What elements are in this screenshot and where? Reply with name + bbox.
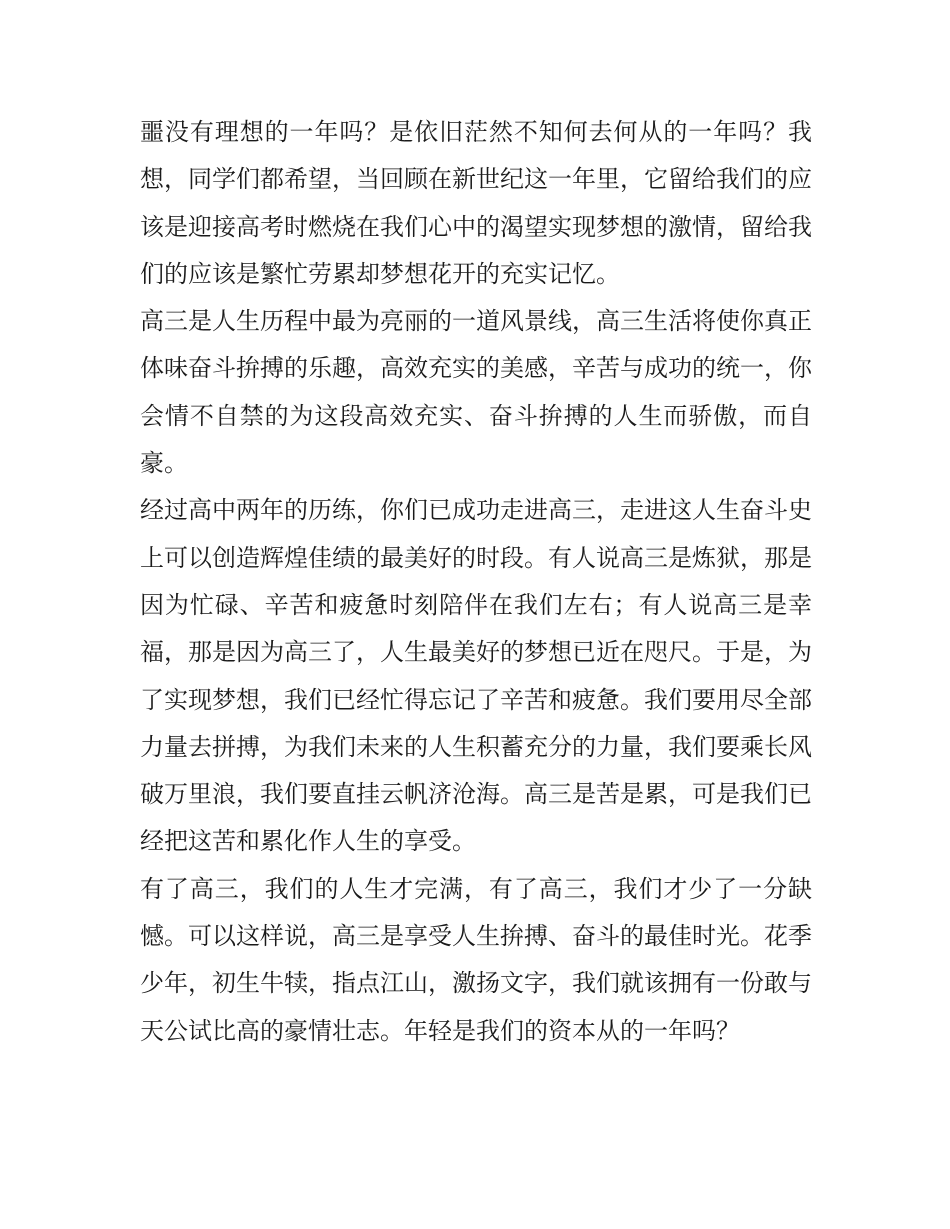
paragraph-1: 噩没有理想的一年吗？是依旧茫然不知何去何从的一年吗？我想，同学们都希望，当回顾在新世纪这一年里，它留给我们的应该是迎接高考时燃烧在我们心中的渴望实现梦想的激情，留给我们的应该是繁忙劳累却梦想花开的充实记忆。 [140,118,812,288]
paragraph-2: 高三是人生历程中最为亮丽的一道风景线，高三生活将使你真正体味奋斗拚搏的乐趣，高效充实的美感，辛苦与成功的统一，你会情不自禁的为这段高效充实、奋斗拚搏的人生而骄傲，而自豪。 [140,307,812,478]
document-body [140,109,812,1055]
paragraph-3: 经过高中两年的历练，你们已成功走进高三，走进这人生奋斗史上可以创造辉煌佳绩的最美好的时段。有人说高三是炼狱，那是因为忙碌、辛苦和疲惫时刻陪伴在我们左右；有人说高三是幸福，那是因为高三了，人生最美好的梦想已近在咫尺。于是，为了实现梦想，我们已经忙得忘记了辛苦和疲惫。我们要用尽全部力量去拼搏，为我们未来的人生积蓄充分的力量，我们要乘长风破万里浪，我们要直挂云帆济沧海。高三是苦是累，可是我们已经把这苦和累化作人生的享受。 [140,496,812,856]
paragraph-4: 有了高三，我们的人生才完满，有了高三，我们才少了一分缺憾。可以这样说，高三是享受人生拚搏、奋斗的最佳时光。花季少年，初生牛犊，指点江山，激扬文字，我们就该拥有一份敢与天公试比高的豪情壮志。年轻是我们的资本从的一年吗？ [140,874,812,1045]
